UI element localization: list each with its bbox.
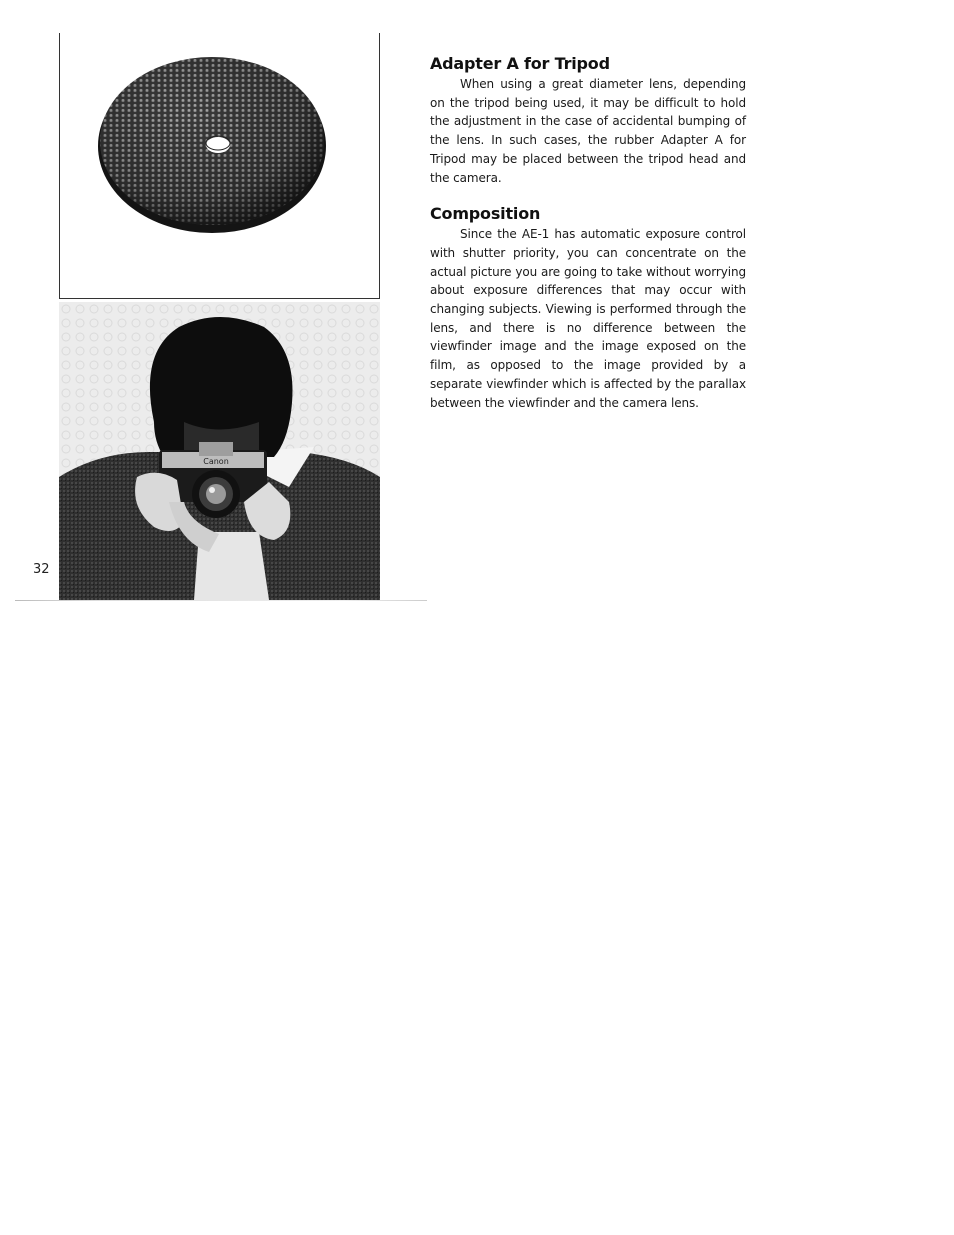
section-composition (430, 203, 746, 412)
bottom-rule (15, 600, 427, 601)
section-body: Since the AE-1 has automatic exposure control with shutter priority, you can concentrate on the actual picture you are going to take without worrying about exposure differences that may occur with changing subjects. Viewing is performed through the lens, and there is no difference between the viewfinder image and the image exposed on the film, as opposed to the image provided by a separate viewfinder which is affected by the parallax between the viewfinder and the camera lens. (430, 227, 746, 410)
photographer-icon (59, 302, 380, 600)
adapter-figure (59, 33, 380, 299)
photographer-figure (59, 302, 380, 600)
svg-text:Canon: Canon (203, 457, 229, 466)
rubber-adapter-icon (60, 33, 381, 299)
section-heading: Adapter A for Tripod (430, 54, 610, 73)
section-body: When using a great diameter lens, depending on the tripod being used, it may be difficult to hold the adjustment in the case of accidental bumping of the lens. In such cases, the rubber Adapter A for Tripod may be placed between the tripod head and the camera. (430, 77, 746, 185)
text-column (430, 53, 746, 412)
page-number: 32 (33, 562, 50, 577)
section-adapter-a (430, 53, 746, 187)
section-heading: Composition (430, 204, 541, 224)
